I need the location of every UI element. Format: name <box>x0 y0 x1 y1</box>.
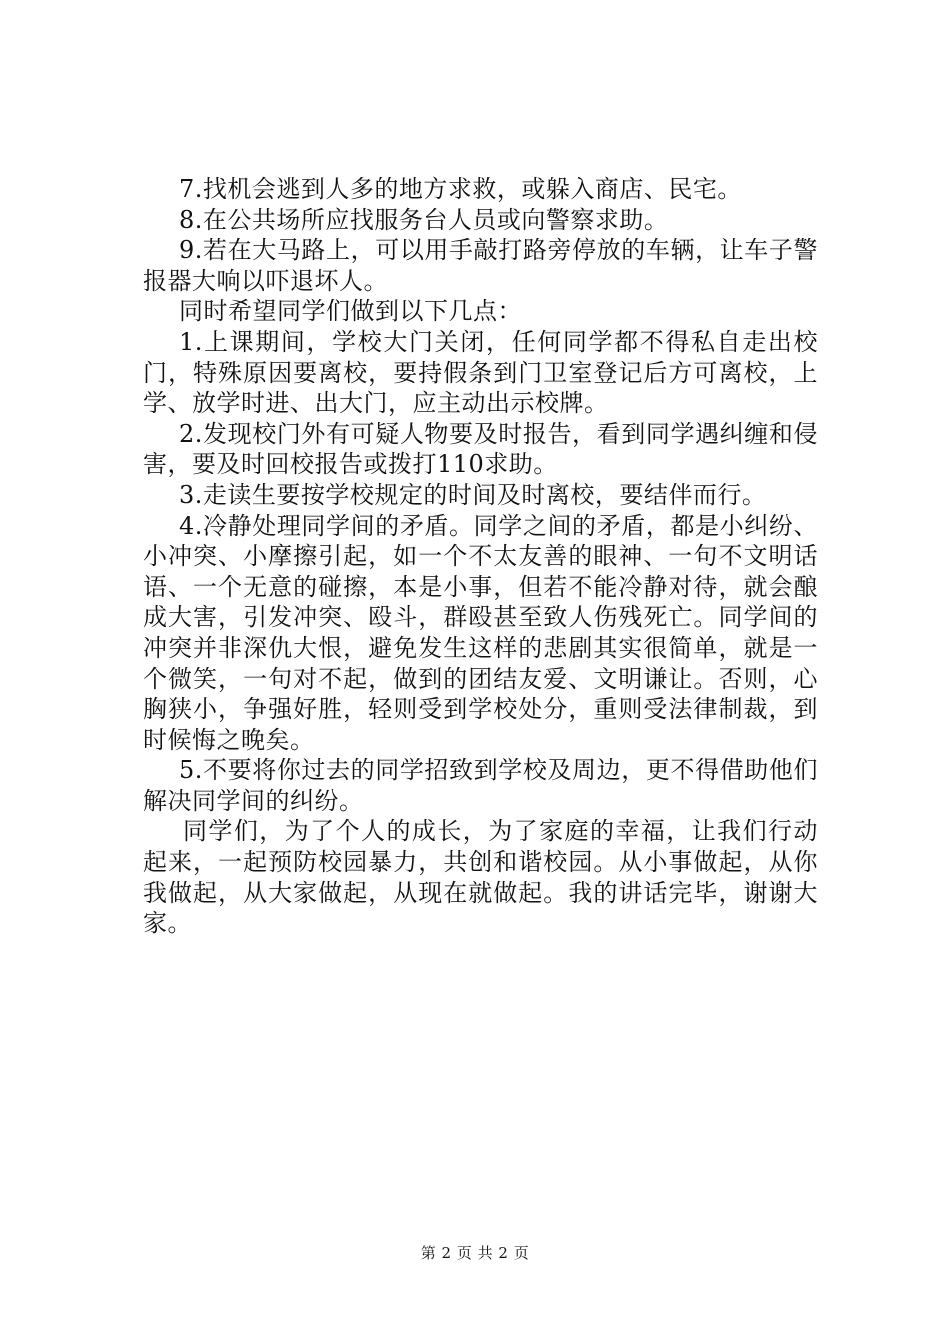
paragraph-item-8: 8.在公共场所应找服务台人员或向警察求助。 <box>179 205 669 234</box>
paragraph-point-4: 4.冷静处理同学间的矛盾。同学之间的矛盾，都是小纠纷、小冲突、小摩擦引起，如一个不太友善的眼神、一句不文明话语、一个无意的碰擦，本是小事，但若不能冷静对待，就会酿成大害，引发冲突、殴斗，群殴甚至致人伤残死亡。同学间的冲突并非深仇大恨，避免发生这样的悲剧其实很简单，就是一个微笑，一句对不起，做到的团结友爱、文明谦让。否则，心胸狭小，争强好胜，轻则受到学校处分，重则受法律制裁，到时候悔之晚矣。 <box>143 511 818 754</box>
paragraph-point-3: 3.走读生要按学校规定的时间及时离校，要结伴而行。 <box>179 480 767 509</box>
paragraph-item-9: 9.若在大马路上，可以用手敲打路旁停放的车辆，让车子警报器大响以吓退坏人。 <box>143 236 818 295</box>
page-footer: 第 2 页 共 2 页 <box>420 1244 530 1262</box>
document-body <box>143 174 818 939</box>
paragraph-closing: 同学们，为了个人的成长，为了家庭的幸福，让我们行动起来，一起预防校园暴力，共创和谐校园。从小事做起，从你我做起，从大家做起，从现在就做起。我的讲话完毕，谢谢大家。 <box>143 817 818 938</box>
paragraph-point-2: 2.发现校门外有可疑人物要及时报告，看到同学遇纠缠和侵害，要及时回校报告或拨打110求助。 <box>143 419 818 479</box>
paragraph-point-1: 1.上课期间，学校大门关闭，任何同学都不得私自走出校门，特殊原因要离校，要持假条到门卫室登记后方可离校，上学、放学时进、出大门，应主动出示校牌。 <box>143 327 818 418</box>
paragraph-item-7: 7.找机会逃到人多的地方求救，或躲入商店、民宅。 <box>179 175 742 203</box>
paragraph-intro-points: 同时希望同学们做到以下几点： <box>179 297 522 326</box>
paragraph-point-5: 5.不要将你过去的同学招致到学校及周边，更不得借助他们解决同学间的纠纷。 <box>143 756 818 815</box>
